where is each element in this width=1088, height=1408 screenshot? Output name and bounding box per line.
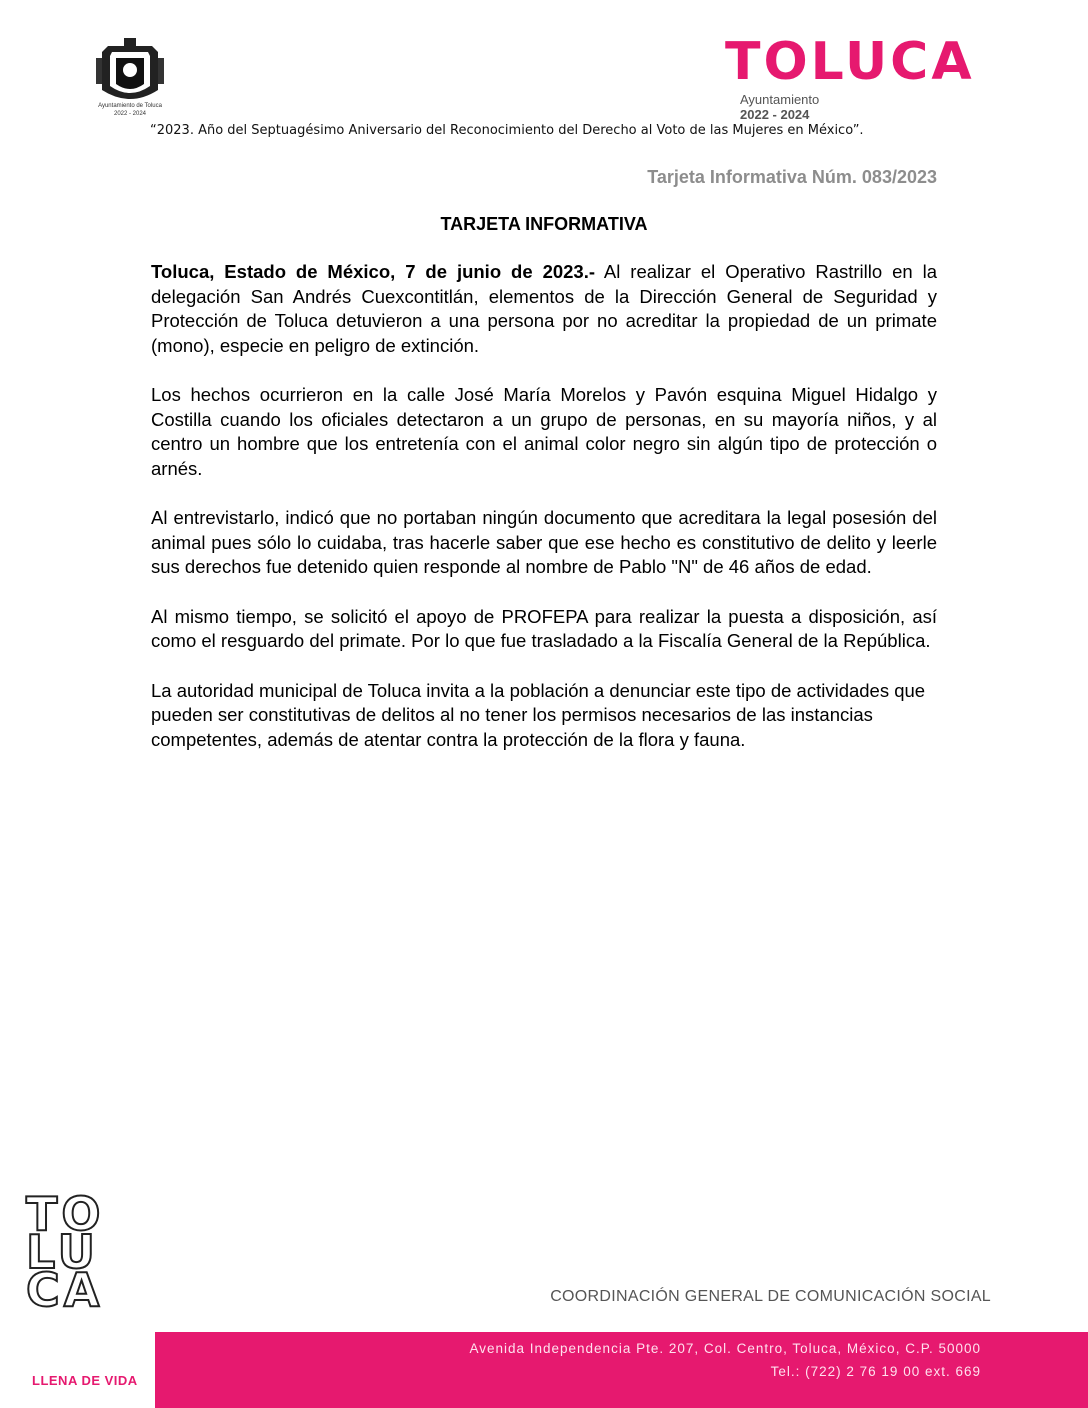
paragraph-2: Los hechos ocurrieron en la calle José María Morelos y Pavón esquina Miguel Hidalgo y Costilla cuando los oficiales detectaron a un grupo de personas, en su mayoría niños, y al centro un hombre que los entretenía con el animal color negro sin algún tipo de protección o arnés. bbox=[151, 384, 937, 479]
footer-address: Avenida Independencia Pte. 207, Col. Centro, Toluca, México, C.P. 50000 bbox=[469, 1341, 981, 1356]
toluca-brand-logo bbox=[725, 32, 975, 92]
document-title: TARJETA INFORMATIVA bbox=[440, 214, 648, 234]
footer-phone: Tel.: (722) 2 76 19 00 ext. 669 bbox=[770, 1364, 981, 1379]
footer-tagline: LLENA DE VIDA bbox=[32, 1373, 138, 1388]
paragraph-4: Al mismo tiempo, se solicitó el apoyo de PROFEPA para realizar la puesta a disposición, así como el resguardo del primate. Por lo que fue trasladado a la Fiscalía General de la República. bbox=[151, 605, 937, 651]
municipal-crest-logo bbox=[88, 38, 172, 122]
dateline: Toluca, Estado de México, 7 de junio de 2023.- bbox=[151, 261, 596, 282]
paragraph-1-text: Al realizar el Operativo Rastrillo en la delegación San Andrés Cuexcontitlán, elementos de la Dirección General de Seguridad y Protección de Toluca detuvieron a una persona por no acreditar la propiedad de un primate (mono), especie en peligro de extinción. bbox=[151, 261, 937, 356]
brand-subtitle: Ayuntamiento bbox=[740, 92, 820, 107]
paragraph-5: La autoridad municipal de Toluca invita a la población a denunciar este tipo de actividades que pueden ser constitutivas de delitos al no tener los permisos necesarios de las instancias competentes, además de atentar contra la protección de la flora y fauna. bbox=[151, 679, 926, 750]
footer-toluca-logo bbox=[26, 1187, 144, 1317]
crest-caption-years: 2022 - 2024 bbox=[113, 111, 147, 117]
paragraph-3: Al entrevistarlo, indicó que no portaban ningún documento que acreditara la legal posesión del animal pues sólo lo cuidaba, tras hacerle saber que ese hecho es constitutivo de delito y leerle sus derechos fue detenido quien responde al nombre de Pablo "N" de 46 años de edad. bbox=[151, 507, 937, 577]
crest-caption: Ayuntamiento de Toluca bbox=[98, 103, 162, 109]
coordination-name: COORDINACIÓN GENERAL DE COMUNICACIÓN SOCIAL bbox=[550, 1288, 991, 1305]
year-motto: “2023. Año del Septuagésimo Aniversario del Reconocimiento del Derecho al Voto de las Mujeres en México”. bbox=[150, 123, 864, 138]
crest-icon bbox=[88, 38, 172, 104]
document-body bbox=[151, 260, 937, 777]
footer-logo-letters: TO LU CA bbox=[26, 1187, 105, 1317]
brand-years: 2022 - 2024 bbox=[740, 107, 810, 122]
card-number: Tarjeta Informativa Núm. 083/2023 bbox=[647, 167, 937, 187]
brand-wordmark: TOLUCA bbox=[725, 32, 975, 92]
paragraph-1 bbox=[151, 260, 937, 358]
